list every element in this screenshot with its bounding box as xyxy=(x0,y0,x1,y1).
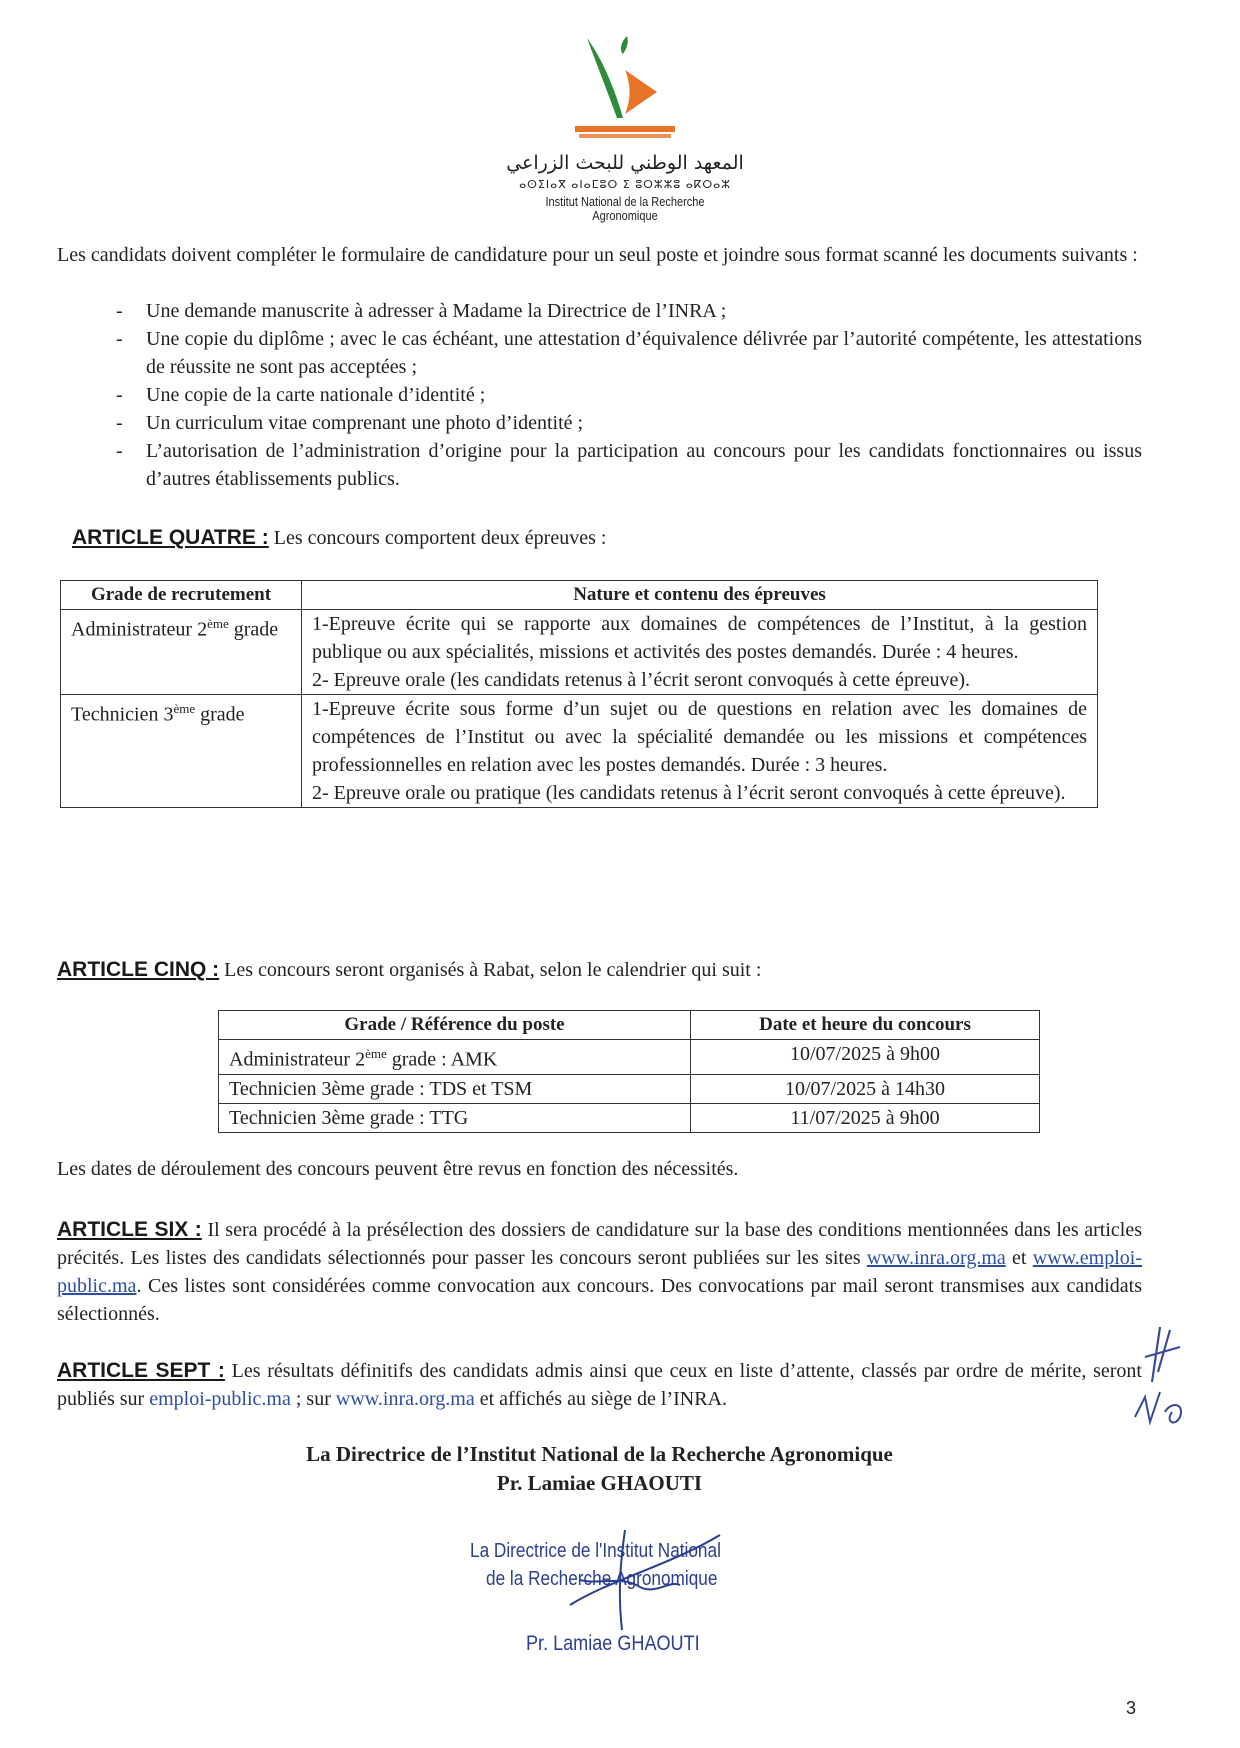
epreuves-cell: 1-Epreuve écrite qui se rapporte aux domaines de compétences de l’Institut, à la gestion publique ou aux spécialités, missions et activités des postes demandés. Durée : 4 heures. 2- Epreuve orale (les candidats retenus à l’écrit seront convoqués à cette épreuve). xyxy=(302,610,1098,695)
date-cell: 11/07/2025 à 9h00 xyxy=(691,1103,1040,1132)
article-7-paragraph: ARTICLE SEPT : Les résultats définitifs des candidats admis ainsi que ceux en liste d’attente, classés par ordre de mérite, seront publiés sur emploi-public.ma ; sur www.inra.org.ma et affichés au siège de l’INRA. xyxy=(57,1359,1142,1410)
list-item: - Une copie du diplôme ; avec le cas échéant, une attestation d’équivalence délivrée par l’autorité compétente, les attestations de réussite ne sont pas acceptées ; xyxy=(116,328,1142,378)
table-row xyxy=(219,1103,1040,1132)
org-name-french: Institut National de la Recherche Agronomique xyxy=(545,195,705,223)
list-item: - Une copie de la carte nationale d’identité ; xyxy=(116,384,486,406)
official-stamp: La Directrice de l'Institut National de la Recherche Agronomique Pr. Lamiae GHAOUTI xyxy=(470,1540,810,1670)
grade-cell: Technicien 3ème grade : TTG xyxy=(219,1103,691,1132)
epreuves-table xyxy=(60,580,1098,808)
inra-link[interactable]: www.inra.org.ma xyxy=(866,1247,1006,1269)
emploi-public-link[interactable]: www.emploi-public.ma xyxy=(57,1247,1142,1297)
initials-handwritten xyxy=(1130,1322,1200,1432)
table-header: Date et heure du concours xyxy=(691,1011,1040,1040)
table-header-row xyxy=(219,1011,1040,1040)
institute-logo xyxy=(505,30,745,240)
grade-cell: Technicien 3ème grade xyxy=(61,695,302,808)
article-6-title: ARTICLE SIX : xyxy=(57,1218,202,1241)
table-header-row xyxy=(61,581,1098,610)
list-item: - Une demande manuscrite à adresser à Madame la Directrice de l’INRA ; xyxy=(116,300,727,322)
article-4-title: ARTICLE QUATRE : xyxy=(72,526,269,549)
signatory-title: La Directrice de l’Institut National de la Recherche Agronomique xyxy=(306,1442,893,1466)
list-item: - L’autorisation de l’administration d’origine pour la participation au concours pour les candidats fonctionnaires ou issus d’autres établissements publics. xyxy=(116,440,1142,490)
grade-cell: Administrateur 2ème grade : AMK xyxy=(219,1040,691,1075)
article-6-paragraph: ARTICLE SIX : Il sera procédé à la présélection des dossiers de candidature sur la base des conditions mentionnées dans les articles précités. Les listes des candidats sélectionnés pour passer les concours seront publiées sur les sites www.inra.org.ma et www.emploi-public.ma. Ces listes sont considérées comme convocation aux concours. Des convocations par mail seront transmises aux candidats sélectionnés. xyxy=(57,1218,1142,1325)
article-7-title: ARTICLE SEPT : xyxy=(57,1359,225,1382)
table-row xyxy=(61,695,1098,808)
date-cell: 10/07/2025 à 14h30 xyxy=(691,1074,1040,1103)
article-5-title: ARTICLE CINQ : xyxy=(57,958,220,981)
inra-link[interactable]: www.inra.org.ma xyxy=(335,1388,475,1410)
table-header: Grade de recrutement xyxy=(61,581,302,610)
inra-logo-icon xyxy=(565,30,685,150)
grade-cell: Technicien 3ème grade : TDS et TSM xyxy=(219,1074,691,1103)
org-name-arabic: المعهد الوطني للبحث الزراعي xyxy=(506,152,744,174)
page-number: 3 xyxy=(1126,1698,1137,1718)
grade-cell: Administrateur 2ème grade xyxy=(61,610,302,695)
article-4-heading: ARTICLE QUATRE : Les concours comportent deux épreuves : xyxy=(72,526,607,549)
calendar-table xyxy=(218,1010,1040,1133)
table-row xyxy=(219,1040,1040,1075)
signatory-name: Pr. Lamiae GHAOUTI xyxy=(496,1471,703,1495)
table-row xyxy=(61,610,1098,695)
signatory-block xyxy=(57,1440,1142,1498)
date-cell: 10/07/2025 à 9h00 xyxy=(691,1040,1040,1075)
article-5-heading: ARTICLE CINQ : Les concours seront organisés à Rabat, selon le calendrier qui suit : xyxy=(57,958,762,981)
list-item: - Un curriculum vitae comprenant une photo d’identité ; xyxy=(116,412,584,434)
emploi-public-link[interactable]: emploi-public.ma xyxy=(149,1388,291,1410)
signature-scribble-icon xyxy=(530,1525,730,1635)
table-header: Nature et contenu des épreuves xyxy=(302,581,1098,610)
org-name-tifinagh: ⴰⵙⵉⵏⴰⴳ ⴰⵏⴰⵎⵓⵔ ⵉ ⵓⵔⵣⵣⵓ ⴰⴽⵔⴰⵣ xyxy=(519,178,731,191)
table-header: Grade / Référence du poste xyxy=(219,1011,691,1040)
intro-paragraph: Les candidats doivent compléter le formulaire de candidature pour un seul poste et joindre sous format scanné les documents suivants : xyxy=(57,244,1138,266)
documents-list xyxy=(110,297,1142,493)
dates-note: Les dates de déroulement des concours peuvent être revus en fonction des nécessités. xyxy=(57,1158,739,1180)
table-row xyxy=(219,1074,1040,1103)
epreuves-cell: 1-Epreuve écrite sous forme d’un sujet ou de questions en relation avec les domaines de compétences de l’Institut ou avec la spécialité demandée ou les missions et compétences professionnelles en relation avec les postes demandés. Durée : 3 heures. 2- Epreuve orale ou pratique (les candidats retenus à l’écrit seront convoqués à cette épreuve). xyxy=(302,695,1098,808)
